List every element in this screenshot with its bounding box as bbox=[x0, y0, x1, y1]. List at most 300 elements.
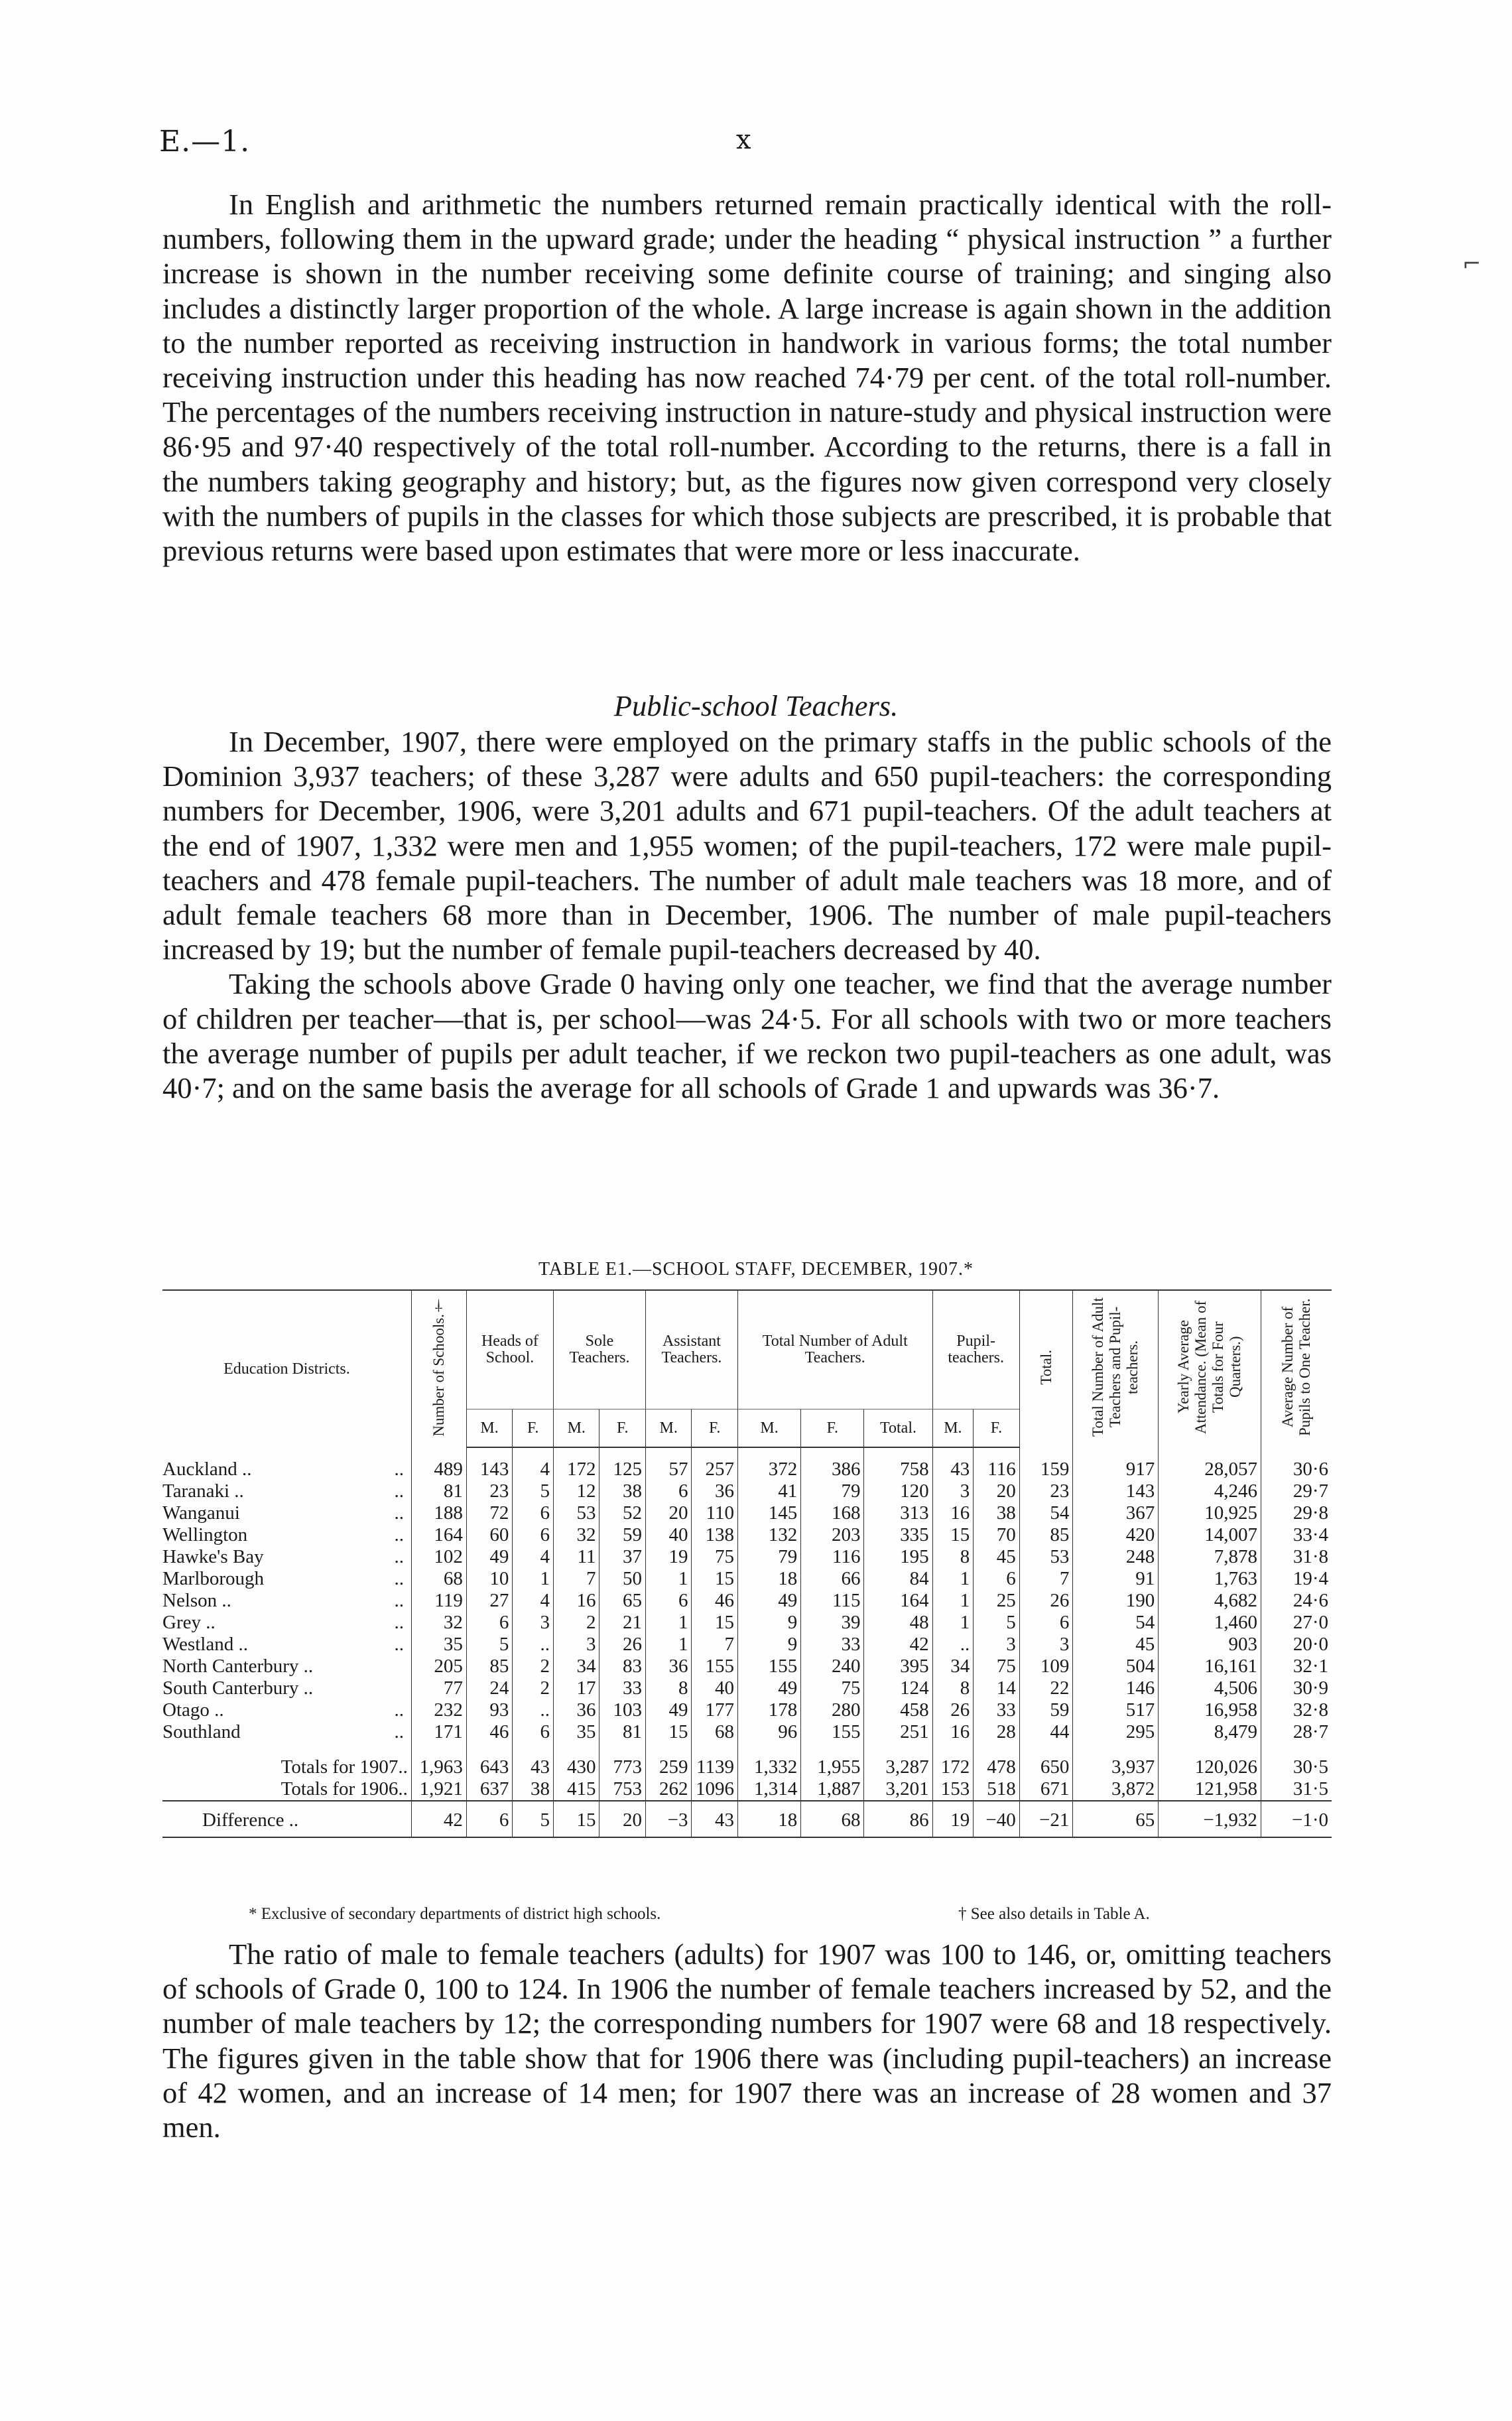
footnote-dagger: † See also details in Table A. bbox=[958, 1905, 1150, 1923]
cell-avg: 31·5 bbox=[1261, 1778, 1332, 1801]
cell-grand-total: 54 bbox=[1073, 1612, 1159, 1634]
cell-sole-f: 753 bbox=[599, 1778, 646, 1801]
cell-pt-m: .. bbox=[932, 1634, 974, 1656]
cell-pt-total: 26 bbox=[1019, 1590, 1073, 1612]
cell-asst-m: 8 bbox=[645, 1677, 691, 1699]
cell-attendance: 8,479 bbox=[1159, 1721, 1261, 1743]
cell-sole-m: 3 bbox=[554, 1634, 599, 1656]
page-number: x bbox=[736, 125, 751, 155]
cell-adult-m: 79 bbox=[737, 1546, 800, 1568]
cell-avg: 30·6 bbox=[1261, 1447, 1332, 1480]
cell-adult-f: 79 bbox=[801, 1480, 864, 1502]
leader-dots: .. bbox=[394, 1568, 404, 1589]
difference-table-row bbox=[162, 1801, 1332, 1837]
cell-heads-m: 643 bbox=[466, 1743, 512, 1778]
cell-sole-m: 34 bbox=[554, 1656, 599, 1677]
district-name bbox=[162, 1524, 411, 1546]
table-row bbox=[162, 1677, 1332, 1699]
cell-schools: 42 bbox=[411, 1801, 466, 1837]
cell-adult-total: 164 bbox=[864, 1590, 932, 1612]
table-row bbox=[162, 1524, 1332, 1546]
paragraph-text: Taking the schools above Grade 0 having only one teacher, we find that the average number of children per teacher—that is, per school—was 24·5. For all schools with two or more teachers the average number of pupils per adult teacher, if we reckon two pupil-teachers as one adult, was 40·7; and on the same basis the average for all schools of Grade 1 and upwards was 36·7. bbox=[162, 967, 1332, 1105]
cell-sole-f: 20 bbox=[599, 1801, 646, 1837]
cell-pt-m: 16 bbox=[932, 1721, 974, 1743]
table-row bbox=[162, 1568, 1332, 1590]
margin-mark: ⌐ bbox=[1462, 251, 1481, 277]
document-reference: E.—1. bbox=[159, 125, 251, 159]
cell-adult-m: 372 bbox=[737, 1447, 800, 1480]
cell-heads-f: 43 bbox=[513, 1743, 554, 1778]
cell-pt-total: 159 bbox=[1019, 1447, 1073, 1480]
cell-pt-f: 478 bbox=[974, 1743, 1020, 1778]
cell-heads-f: 6 bbox=[513, 1524, 554, 1546]
cell-pt-f: 5 bbox=[974, 1612, 1020, 1634]
cell-pt-total: 109 bbox=[1019, 1656, 1073, 1677]
cell-asst-m: 1 bbox=[645, 1612, 691, 1634]
district-name bbox=[162, 1546, 411, 1568]
cell-heads-f: 6 bbox=[513, 1721, 554, 1743]
cell-schools: 1,963 bbox=[411, 1743, 466, 1778]
cell-pt-f: 28 bbox=[974, 1721, 1020, 1743]
cell-avg: 31·8 bbox=[1261, 1546, 1332, 1568]
cell-avg: 19·4 bbox=[1261, 1568, 1332, 1590]
cell-sole-f: 81 bbox=[599, 1721, 646, 1743]
cell-pt-m: 8 bbox=[932, 1546, 974, 1568]
totals-row bbox=[162, 1778, 1332, 1801]
cell-pt-f: 70 bbox=[974, 1524, 1020, 1546]
cell-schools: 32 bbox=[411, 1612, 466, 1634]
cell-avg: 28·7 bbox=[1261, 1721, 1332, 1743]
cell-heads-m: 27 bbox=[466, 1590, 512, 1612]
cell-schools: 188 bbox=[411, 1502, 466, 1524]
cell-adult-total: 48 bbox=[864, 1612, 932, 1634]
district-label: Nelson .. bbox=[162, 1590, 231, 1611]
cell-asst-f: 15 bbox=[692, 1612, 737, 1634]
cell-grand-total: 143 bbox=[1073, 1480, 1159, 1502]
cell-asst-m: 259 bbox=[645, 1743, 691, 1778]
cell-heads-m: 6 bbox=[466, 1612, 512, 1634]
cell-pt-f: 116 bbox=[974, 1447, 1020, 1480]
cell-pt-m: 1 bbox=[932, 1568, 974, 1590]
cell-adult-total: 120 bbox=[864, 1480, 932, 1502]
district-label: Grey .. bbox=[162, 1612, 216, 1633]
cell-grand-total: 917 bbox=[1073, 1447, 1159, 1480]
cell-schools: 119 bbox=[411, 1590, 466, 1612]
cell-schools: 68 bbox=[411, 1568, 466, 1590]
cell-sole-m: 2 bbox=[554, 1612, 599, 1634]
cell-sole-f: 65 bbox=[599, 1590, 646, 1612]
cell-asst-f: 36 bbox=[692, 1480, 737, 1502]
cell-sole-f: 773 bbox=[599, 1743, 646, 1778]
cell-adult-f: 203 bbox=[801, 1524, 864, 1546]
cell-adult-total: 86 bbox=[864, 1801, 932, 1837]
column-header-m: M. bbox=[466, 1409, 512, 1448]
cell-asst-m: 6 bbox=[645, 1480, 691, 1502]
cell-heads-f: 4 bbox=[513, 1447, 554, 1480]
column-header-sole: Sole Teachers. bbox=[554, 1290, 646, 1409]
cell-adult-m: 18 bbox=[737, 1568, 800, 1590]
cell-adult-total: 195 bbox=[864, 1546, 932, 1568]
cell-adult-m: 145 bbox=[737, 1502, 800, 1524]
cell-asst-m: 40 bbox=[645, 1524, 691, 1546]
cell-pt-m: 1 bbox=[932, 1590, 974, 1612]
cell-avg: 32·1 bbox=[1261, 1656, 1332, 1677]
table-caption: TABLE E1.—SCHOOL STAFF, DECEMBER, 1907.* bbox=[538, 1259, 974, 1279]
cell-avg: 24·6 bbox=[1261, 1590, 1332, 1612]
paragraph-teachers bbox=[162, 724, 1332, 1105]
column-header-assistant: Assistant Teachers. bbox=[645, 1290, 737, 1409]
cell-sole-f: 26 bbox=[599, 1634, 646, 1656]
column-header-m: M. bbox=[737, 1409, 800, 1448]
cell-asst-m: 1 bbox=[645, 1634, 691, 1656]
cell-schools: 77 bbox=[411, 1677, 466, 1699]
cell-heads-f: 38 bbox=[513, 1778, 554, 1801]
cell-adult-m: 1,314 bbox=[737, 1778, 800, 1801]
cell-pt-f: 33 bbox=[974, 1699, 1020, 1721]
column-header-attendance: Yearly Average Attendance. (Mean of Totals for Four Quarters.) bbox=[1159, 1290, 1261, 1447]
paragraph-curriculum bbox=[162, 187, 1332, 568]
cell-asst-m: 6 bbox=[645, 1590, 691, 1612]
cell-attendance: 4,682 bbox=[1159, 1590, 1261, 1612]
cell-pt-m: 19 bbox=[932, 1801, 974, 1837]
cell-sole-f: 21 bbox=[599, 1612, 646, 1634]
cell-adult-m: 9 bbox=[737, 1612, 800, 1634]
cell-asst-f: 15 bbox=[692, 1568, 737, 1590]
cell-grand-total: 504 bbox=[1073, 1656, 1159, 1677]
district-name bbox=[162, 1634, 411, 1656]
cell-sole-m: 172 bbox=[554, 1447, 599, 1480]
cell-grand-total: 420 bbox=[1073, 1524, 1159, 1546]
cell-pt-m: 16 bbox=[932, 1502, 974, 1524]
leader-dots: .. bbox=[394, 1721, 404, 1742]
cell-avg: 30·9 bbox=[1261, 1677, 1332, 1699]
cell-grand-total: 3,937 bbox=[1073, 1743, 1159, 1778]
cell-heads-m: 24 bbox=[466, 1677, 512, 1699]
column-header-f: F. bbox=[801, 1409, 864, 1448]
page-header bbox=[159, 125, 1326, 164]
district-label: Hawke's Bay bbox=[162, 1546, 264, 1567]
district-name bbox=[162, 1590, 411, 1612]
table-row bbox=[162, 1546, 1332, 1568]
cell-heads-f: 3 bbox=[513, 1612, 554, 1634]
cell-adult-m: 18 bbox=[737, 1801, 800, 1837]
cell-pt-m: 1 bbox=[932, 1612, 974, 1634]
district-label: Marlborough bbox=[162, 1568, 265, 1589]
cell-avg: −1·0 bbox=[1261, 1801, 1332, 1837]
leader-dots: .. bbox=[394, 1524, 404, 1545]
column-header-total: Total. bbox=[1019, 1290, 1073, 1447]
cell-heads-f: 4 bbox=[513, 1590, 554, 1612]
cell-heads-f: 1 bbox=[513, 1568, 554, 1590]
footnote-star: * Exclusive of secondary departments of district high schools. bbox=[249, 1905, 661, 1923]
cell-attendance: 16,958 bbox=[1159, 1699, 1261, 1721]
cell-sole-f: 38 bbox=[599, 1480, 646, 1502]
paragraph-ratio bbox=[162, 1937, 1332, 2144]
cell-pt-total: 650 bbox=[1019, 1743, 1073, 1778]
cell-pt-f: 6 bbox=[974, 1568, 1020, 1590]
cell-adult-m: 155 bbox=[737, 1656, 800, 1677]
cell-schools: 81 bbox=[411, 1480, 466, 1502]
paragraph-text: In English and arithmetic the numbers returned remain practically identical with the roll-numbers, following them in the upward grade; under the heading “ physical instruction ” a further increase is shown in the number receiving some definite course of training; and singing also includes a distinctly larger proportion of the whole. A large increase is again shown in the addition to the number reported as receiving instruction in handwork in various forms; the total number receiving instruction under this heading has now reached 74·79 per cent. of the total roll-number. The percentages of the numbers receiving instruction in nature-study and physical instruction were 86·95 and 97·40 respectively of the total roll-number. According to the returns, there is a fall in the numbers taking geography and history; but, as the figures now given correspond very closely with the numbers of pupils in the classes for which those subjects are prescribed, it is probable that previous returns were based upon estimates that were more or less inaccurate. bbox=[162, 188, 1332, 568]
column-header-f: F. bbox=[599, 1409, 646, 1448]
cell-attendance: 16,161 bbox=[1159, 1656, 1261, 1677]
cell-attendance: 121,958 bbox=[1159, 1778, 1261, 1801]
cell-sole-f: 125 bbox=[599, 1447, 646, 1480]
cell-schools: 171 bbox=[411, 1721, 466, 1743]
cell-pt-f: 14 bbox=[974, 1677, 1020, 1699]
cell-pt-f: 20 bbox=[974, 1480, 1020, 1502]
cell-heads-f: 5 bbox=[513, 1801, 554, 1837]
district-label: Otago .. bbox=[162, 1699, 224, 1721]
cell-grand-total: 517 bbox=[1073, 1699, 1159, 1721]
cell-adult-f: 240 bbox=[801, 1656, 864, 1677]
cell-pt-total: 44 bbox=[1019, 1721, 1073, 1743]
cell-adult-total: 251 bbox=[864, 1721, 932, 1743]
cell-heads-f: .. bbox=[513, 1634, 554, 1656]
cell-grand-total: 45 bbox=[1073, 1634, 1159, 1656]
cell-sole-m: 32 bbox=[554, 1524, 599, 1546]
cell-pt-total: 22 bbox=[1019, 1677, 1073, 1699]
column-header-total: Total. bbox=[864, 1409, 932, 1448]
cell-pt-total: 59 bbox=[1019, 1699, 1073, 1721]
cell-adult-total: 758 bbox=[864, 1447, 932, 1480]
cell-asst-m: 19 bbox=[645, 1546, 691, 1568]
cell-avg: 29·7 bbox=[1261, 1480, 1332, 1502]
cell-adult-m: 96 bbox=[737, 1721, 800, 1743]
cell-heads-m: 72 bbox=[466, 1502, 512, 1524]
column-header-f: F. bbox=[974, 1409, 1020, 1448]
cell-pt-f: 75 bbox=[974, 1656, 1020, 1677]
cell-pt-m: 172 bbox=[932, 1743, 974, 1778]
cell-asst-f: 68 bbox=[692, 1721, 737, 1743]
cell-pt-f: 25 bbox=[974, 1590, 1020, 1612]
leader-dots: .. bbox=[394, 1634, 404, 1655]
cell-sole-m: 53 bbox=[554, 1502, 599, 1524]
district-label: Taranaki .. bbox=[162, 1480, 244, 1502]
column-header-adult-total: Total Number of Adult Teachers. bbox=[737, 1290, 932, 1409]
cell-asst-m: 57 bbox=[645, 1447, 691, 1480]
column-header-total-adult-pupil: Total Number of Adult Teachers and Pupil-teachers. bbox=[1073, 1290, 1159, 1447]
cell-attendance: 28,057 bbox=[1159, 1447, 1261, 1480]
cell-adult-f: 68 bbox=[801, 1801, 864, 1837]
cell-pt-total: 54 bbox=[1019, 1502, 1073, 1524]
cell-asst-f: 7 bbox=[692, 1634, 737, 1656]
column-header-schools: Number of Schools.† bbox=[411, 1290, 466, 1447]
district-name bbox=[162, 1480, 411, 1502]
district-label: Southland bbox=[162, 1721, 241, 1742]
column-header-m: M. bbox=[932, 1409, 974, 1448]
cell-sole-m: 36 bbox=[554, 1699, 599, 1721]
cell-attendance: 14,007 bbox=[1159, 1524, 1261, 1546]
cell-adult-f: 1,887 bbox=[801, 1778, 864, 1801]
district-name bbox=[162, 1656, 411, 1677]
column-header-f: F. bbox=[692, 1409, 737, 1448]
cell-grand-total: 367 bbox=[1073, 1502, 1159, 1524]
cell-sole-f: 37 bbox=[599, 1546, 646, 1568]
cell-adult-total: 42 bbox=[864, 1634, 932, 1656]
cell-pt-total: 7 bbox=[1019, 1568, 1073, 1590]
cell-pt-total: 23 bbox=[1019, 1480, 1073, 1502]
district-label: Wanganui bbox=[162, 1502, 240, 1524]
cell-pt-f: 3 bbox=[974, 1634, 1020, 1656]
cell-heads-m: 5 bbox=[466, 1634, 512, 1656]
cell-pt-f: 518 bbox=[974, 1778, 1020, 1801]
district-name bbox=[162, 1502, 411, 1524]
district-label: Auckland .. bbox=[162, 1458, 252, 1480]
cell-sole-m: 430 bbox=[554, 1743, 599, 1778]
cell-pt-m: 43 bbox=[932, 1447, 974, 1480]
cell-pt-f: −40 bbox=[974, 1801, 1020, 1837]
table-row bbox=[162, 1656, 1332, 1677]
cell-pt-m: 3 bbox=[932, 1480, 974, 1502]
cell-schools: 164 bbox=[411, 1524, 466, 1546]
cell-adult-total: 3,287 bbox=[864, 1743, 932, 1778]
cell-adult-f: 1,955 bbox=[801, 1743, 864, 1778]
cell-heads-m: 60 bbox=[466, 1524, 512, 1546]
column-header-average: Average Number of Pupils to One Teacher. bbox=[1261, 1290, 1332, 1447]
cell-attendance: 1,460 bbox=[1159, 1612, 1261, 1634]
cell-heads-m: 10 bbox=[466, 1568, 512, 1590]
cell-pt-m: 26 bbox=[932, 1699, 974, 1721]
cell-adult-m: 1,332 bbox=[737, 1743, 800, 1778]
cell-attendance: 7,878 bbox=[1159, 1546, 1261, 1568]
cell-heads-f: 2 bbox=[513, 1656, 554, 1677]
cell-grand-total: 295 bbox=[1073, 1721, 1159, 1743]
cell-attendance: 4,506 bbox=[1159, 1677, 1261, 1699]
section-title: Public-school Teachers. bbox=[613, 689, 899, 722]
cell-heads-m: 637 bbox=[466, 1778, 512, 1801]
column-header-m: M. bbox=[554, 1409, 599, 1448]
cell-attendance: 120,026 bbox=[1159, 1743, 1261, 1778]
difference-row bbox=[162, 1801, 1332, 1837]
cell-sole-f: 83 bbox=[599, 1656, 646, 1677]
district-label: Difference .. bbox=[202, 1809, 299, 1831]
cell-pt-m: 153 bbox=[932, 1778, 974, 1801]
cell-adult-f: 33 bbox=[801, 1634, 864, 1656]
cell-adult-total: 395 bbox=[864, 1656, 932, 1677]
cell-adult-total: 458 bbox=[864, 1699, 932, 1721]
school-staff-table bbox=[162, 1289, 1332, 1838]
cell-avg: 33·4 bbox=[1261, 1524, 1332, 1546]
leader-dots: .. bbox=[394, 1502, 404, 1524]
cell-attendance: 10,925 bbox=[1159, 1502, 1261, 1524]
cell-asst-f: 43 bbox=[692, 1801, 737, 1837]
district-name bbox=[162, 1801, 411, 1837]
leader-dots: .. bbox=[394, 1458, 404, 1480]
cell-sole-f: 33 bbox=[599, 1677, 646, 1699]
table-row bbox=[162, 1590, 1332, 1612]
cell-sole-f: 52 bbox=[599, 1502, 646, 1524]
leader-dots: .. bbox=[394, 1699, 404, 1721]
column-header-pupil-teachers: Pupil-teachers. bbox=[932, 1290, 1019, 1409]
cell-asst-m: 20 bbox=[645, 1502, 691, 1524]
cell-adult-f: 280 bbox=[801, 1699, 864, 1721]
cell-heads-f: .. bbox=[513, 1699, 554, 1721]
district-name bbox=[162, 1612, 411, 1634]
cell-sole-f: 103 bbox=[599, 1699, 646, 1721]
cell-grand-total: 65 bbox=[1073, 1801, 1159, 1837]
table-row bbox=[162, 1612, 1332, 1634]
district-name bbox=[162, 1743, 411, 1778]
table-row bbox=[162, 1699, 1332, 1721]
cell-avg: 30·5 bbox=[1261, 1743, 1332, 1778]
cell-sole-m: 415 bbox=[554, 1778, 599, 1801]
district-label: North Canterbury .. bbox=[162, 1656, 314, 1677]
cell-asst-f: 138 bbox=[692, 1524, 737, 1546]
district-rows bbox=[162, 1447, 1332, 1743]
cell-heads-m: 49 bbox=[466, 1546, 512, 1568]
district-name bbox=[162, 1447, 411, 1480]
cell-pt-f: 45 bbox=[974, 1546, 1020, 1568]
cell-schools: 1,921 bbox=[411, 1778, 466, 1801]
cell-adult-f: 66 bbox=[801, 1568, 864, 1590]
cell-asst-f: 110 bbox=[692, 1502, 737, 1524]
district-name bbox=[162, 1568, 411, 1590]
cell-adult-f: 155 bbox=[801, 1721, 864, 1743]
cell-asst-f: 257 bbox=[692, 1447, 737, 1480]
cell-adult-total: 84 bbox=[864, 1568, 932, 1590]
cell-heads-m: 46 bbox=[466, 1721, 512, 1743]
cell-heads-m: 143 bbox=[466, 1447, 512, 1480]
cell-adult-m: 41 bbox=[737, 1480, 800, 1502]
leader-dots: .. bbox=[394, 1612, 404, 1633]
cell-adult-total: 124 bbox=[864, 1677, 932, 1699]
cell-heads-m: 85 bbox=[466, 1656, 512, 1677]
cell-sole-m: 35 bbox=[554, 1721, 599, 1743]
district-name bbox=[162, 1778, 411, 1801]
cell-grand-total: 91 bbox=[1073, 1568, 1159, 1590]
cell-asst-m: 1 bbox=[645, 1568, 691, 1590]
cell-heads-m: 93 bbox=[466, 1699, 512, 1721]
totals-row bbox=[162, 1743, 1332, 1778]
cell-pt-total: 53 bbox=[1019, 1546, 1073, 1568]
cell-pt-total: −21 bbox=[1019, 1801, 1073, 1837]
cell-asst-f: 1096 bbox=[692, 1778, 737, 1801]
cell-schools: 232 bbox=[411, 1699, 466, 1721]
table-row bbox=[162, 1480, 1332, 1502]
cell-grand-total: 146 bbox=[1073, 1677, 1159, 1699]
cell-asst-m: 49 bbox=[645, 1699, 691, 1721]
cell-schools: 489 bbox=[411, 1447, 466, 1480]
cell-grand-total: 190 bbox=[1073, 1590, 1159, 1612]
cell-grand-total: 3,872 bbox=[1073, 1778, 1159, 1801]
cell-asst-f: 155 bbox=[692, 1656, 737, 1677]
cell-grand-total: 248 bbox=[1073, 1546, 1159, 1568]
cell-avg: 27·0 bbox=[1261, 1612, 1332, 1634]
table-row bbox=[162, 1721, 1332, 1743]
cell-heads-f: 2 bbox=[513, 1677, 554, 1699]
cell-heads-m: 23 bbox=[466, 1480, 512, 1502]
district-label: Wellington bbox=[162, 1524, 248, 1545]
cell-adult-total: 335 bbox=[864, 1524, 932, 1546]
cell-pt-m: 34 bbox=[932, 1656, 974, 1677]
column-header-district: Education Districts. bbox=[162, 1290, 411, 1447]
cell-adult-f: 115 bbox=[801, 1590, 864, 1612]
cell-adult-m: 9 bbox=[737, 1634, 800, 1656]
cell-sole-f: 50 bbox=[599, 1568, 646, 1590]
cell-sole-f: 59 bbox=[599, 1524, 646, 1546]
cell-adult-m: 178 bbox=[737, 1699, 800, 1721]
cell-adult-total: 3,201 bbox=[864, 1778, 932, 1801]
table-row bbox=[162, 1447, 1332, 1480]
cell-adult-m: 49 bbox=[737, 1590, 800, 1612]
cell-avg: 32·8 bbox=[1261, 1699, 1332, 1721]
district-label: South Canterbury .. bbox=[162, 1677, 314, 1699]
paragraph-text: The ratio of male to female teachers (adults) for 1907 was 100 to 146, or, omitting teachers of schools of Grade 0, 100 to 124. In 1906 the number of female teachers increased by 52, and the number of male teachers by 12; the corresponding numbers for 1907 were 68 and 18 respectively. The figures given in the table show that for 1906 there was (including pupil-teachers) an increase of 42 women, and an increase of 14 men; for 1907 there was an increase of 28 women and 37 men. bbox=[162, 1937, 1332, 2144]
cell-pt-m: 8 bbox=[932, 1677, 974, 1699]
cell-adult-m: 132 bbox=[737, 1524, 800, 1546]
cell-sole-m: 17 bbox=[554, 1677, 599, 1699]
